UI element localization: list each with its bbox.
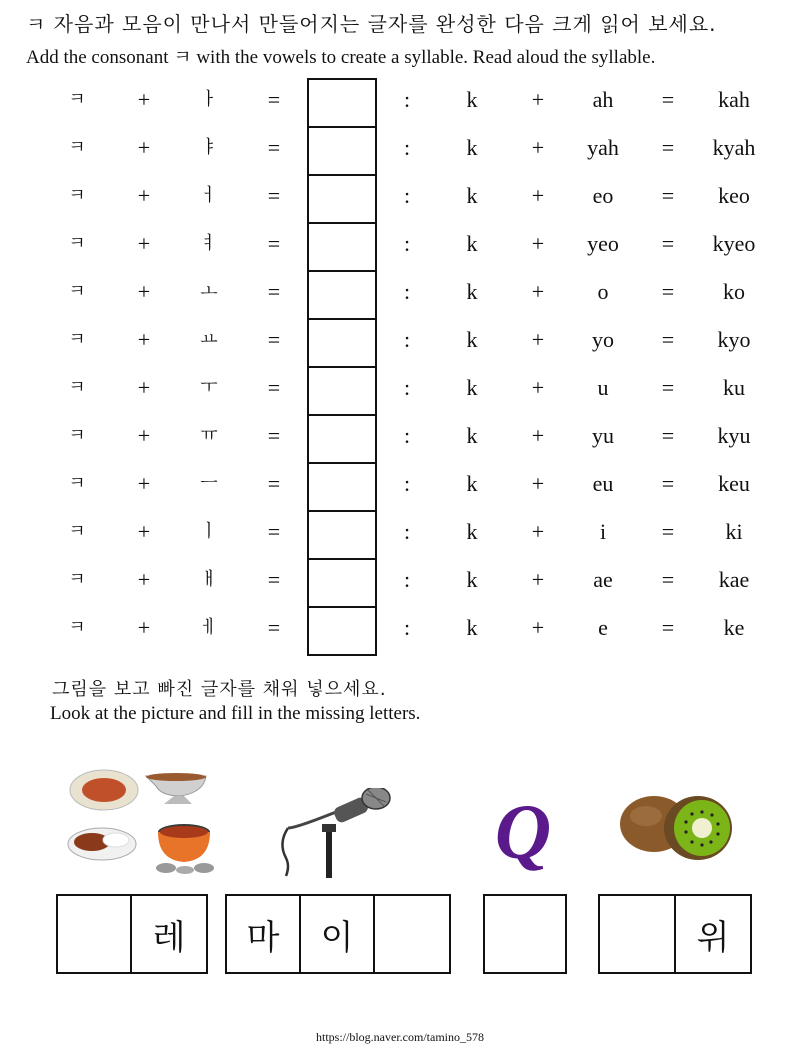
microphone-icon (276, 788, 396, 880)
syllable-row (0, 270, 800, 318)
equals-sign: = (267, 615, 281, 640)
roman-consonant: k (466, 423, 478, 448)
vowel-letter: ㅜ (200, 377, 218, 398)
answer-cell[interactable] (375, 896, 449, 972)
roman-consonant: k (466, 135, 478, 160)
plus-sign: + (531, 87, 545, 112)
syllable-row (0, 366, 800, 414)
answer-boxes-q (483, 894, 567, 974)
syllable-row (0, 606, 800, 654)
answer-box[interactable] (307, 414, 377, 462)
answer-box[interactable] (307, 222, 377, 270)
syllable-row (0, 222, 800, 270)
fill-in-instruction-english: Look at the picture and fill in the missing letters. (50, 703, 421, 724)
roman-vowel: i (599, 519, 607, 544)
roman-vowel: e (598, 615, 608, 640)
equals-sign: = (267, 183, 281, 208)
equals-sign: = (661, 279, 675, 304)
roman-vowel: yo (592, 327, 614, 352)
answer-box[interactable] (307, 366, 377, 414)
roman-vowel: o (597, 279, 609, 304)
fill-in-instruction-korean: 그림을 보고 빠진 글자를 채워 넣으세요. (52, 679, 387, 700)
consonant-letter: ㅋ (68, 569, 86, 590)
footer-url: https://blog.naver.com/tamino_578 (316, 1030, 484, 1044)
roman-result: keo (718, 183, 750, 208)
plus-sign: + (531, 375, 545, 400)
roman-consonant: k (466, 615, 478, 640)
roman-consonant: k (466, 327, 478, 352)
answer-cell[interactable] (485, 896, 565, 972)
answer-box[interactable] (307, 174, 377, 222)
answer-cell: 레 (152, 917, 186, 958)
plus-sign: + (137, 87, 151, 112)
roman-result: kah (718, 87, 750, 112)
colon-separator: : (403, 327, 411, 352)
roman-consonant: k (466, 519, 478, 544)
equals-sign: = (267, 519, 281, 544)
vowel-letter: ㅓ (200, 185, 218, 206)
syllable-row (0, 78, 800, 126)
consonant-letter: ㅋ (68, 473, 86, 494)
vowel-letter: ㅐ (200, 569, 218, 590)
syllable-row (0, 174, 800, 222)
equals-sign: = (661, 231, 675, 256)
syllable-row (0, 318, 800, 366)
roman-result: ke (723, 615, 745, 640)
equals-sign: = (661, 327, 675, 352)
plus-sign: + (137, 279, 151, 304)
roman-result: ku (723, 375, 745, 400)
consonant-letter: ㅋ (68, 89, 86, 110)
vowel-letter: ㅏ (200, 89, 218, 110)
roman-result: kyo (717, 327, 751, 352)
roman-result: ko (723, 279, 745, 304)
equals-sign: = (267, 87, 281, 112)
equals-sign: = (267, 231, 281, 256)
plus-sign: + (531, 423, 545, 448)
vowel-letter: ㅠ (200, 425, 218, 446)
plus-sign: + (531, 135, 545, 160)
vowel-letter: ㅕ (200, 233, 218, 254)
plus-sign: + (531, 567, 545, 592)
answer-boxes-microphone (225, 894, 451, 974)
colon-separator: : (403, 375, 411, 400)
plus-sign: + (137, 519, 151, 544)
roman-consonant: k (466, 375, 478, 400)
roman-vowel: yeo (587, 231, 619, 256)
plus-sign: + (137, 615, 151, 640)
consonant-letter: ㅋ (68, 377, 86, 398)
roman-vowel: ah (592, 87, 614, 112)
equals-sign: = (661, 375, 675, 400)
syllable-row (0, 558, 800, 606)
answer-boxes-kiwi (598, 894, 752, 974)
equals-sign: = (267, 471, 281, 496)
equals-sign: = (267, 327, 281, 352)
instruction-english: Add the consonant ㅋ with the vowels to create a syllable. Read aloud the syllable. (26, 47, 656, 68)
consonant-letter: ㅋ (68, 617, 86, 638)
roman-result: kyu (717, 423, 751, 448)
equals-sign: = (267, 135, 281, 160)
colon-separator: : (403, 87, 411, 112)
vowel-letter: ㅡ (200, 473, 218, 494)
answer-box[interactable] (307, 462, 377, 510)
instruction-korean: ㅋ 자음과 모음이 만나서 만들어지는 글자를 완성한 다음 크게 읽어 보세요. (26, 12, 717, 36)
plus-sign: + (137, 183, 151, 208)
vowel-letter: ㅑ (200, 137, 218, 158)
equals-sign: = (661, 183, 675, 208)
equals-sign: = (661, 423, 675, 448)
plus-sign: + (531, 519, 545, 544)
answer-cell: 위 (696, 917, 730, 958)
roman-result: kyah (712, 135, 756, 160)
consonant-letter: ㅋ (68, 329, 86, 350)
plus-sign: + (137, 231, 151, 256)
roman-consonant: k (466, 279, 478, 304)
answer-box[interactable] (307, 510, 377, 558)
answer-boxes-curry (56, 894, 208, 974)
equals-sign: = (661, 567, 675, 592)
vowel-letter: ㅗ (200, 281, 218, 302)
plus-sign: + (531, 471, 545, 496)
kiwi-icon (614, 784, 740, 864)
consonant-letter: ㅋ (68, 425, 86, 446)
equals-sign: = (661, 615, 675, 640)
answer-cell: 마 (227, 896, 301, 972)
plus-sign: + (137, 135, 151, 160)
equals-sign: = (661, 519, 675, 544)
equals-sign: = (267, 279, 281, 304)
roman-consonant: k (466, 183, 478, 208)
curry-dishes-icon (66, 768, 226, 876)
plus-sign: + (531, 615, 545, 640)
plus-sign: + (137, 567, 151, 592)
plus-sign: + (531, 183, 545, 208)
roman-vowel: yu (592, 423, 614, 448)
colon-separator: : (403, 423, 411, 448)
vowel-letter: ㅣ (200, 521, 218, 542)
roman-consonant: k (466, 471, 478, 496)
roman-result: keu (718, 471, 750, 496)
colon-separator: : (403, 519, 411, 544)
syllable-row (0, 510, 800, 558)
colon-separator: : (403, 135, 411, 160)
consonant-letter: ㅋ (68, 185, 86, 206)
syllable-row (0, 414, 800, 462)
colon-separator: : (403, 279, 411, 304)
roman-vowel: yah (587, 135, 619, 160)
answer-cell: 이 (301, 896, 375, 972)
roman-consonant: k (466, 231, 478, 256)
consonant-letter: ㅋ (68, 281, 86, 302)
plus-sign: + (137, 423, 151, 448)
equals-sign: = (267, 567, 281, 592)
syllable-row (0, 126, 800, 174)
answer-box[interactable] (307, 270, 377, 318)
letter-q-icon: Q (494, 788, 552, 875)
answer-box[interactable] (307, 558, 377, 606)
colon-separator: : (403, 471, 411, 496)
equals-sign: = (661, 471, 675, 496)
consonant-letter: ㅋ (68, 137, 86, 158)
answer-cell[interactable] (600, 896, 676, 972)
colon-separator: : (403, 615, 411, 640)
answer-box[interactable] (307, 606, 377, 656)
plus-sign: + (137, 471, 151, 496)
plus-sign: + (137, 327, 151, 352)
colon-separator: : (403, 231, 411, 256)
equals-sign: = (267, 423, 281, 448)
roman-result: kyeo (712, 231, 756, 256)
roman-vowel: u (597, 375, 609, 400)
answer-box[interactable] (307, 318, 377, 366)
answer-box[interactable] (307, 78, 377, 126)
roman-result: kae (718, 567, 750, 592)
answer-cell[interactable] (58, 896, 132, 972)
colon-separator: : (403, 567, 411, 592)
consonant-letter: ㅋ (68, 521, 86, 542)
syllable-row (0, 462, 800, 510)
colon-separator: : (403, 183, 411, 208)
plus-sign: + (531, 279, 545, 304)
roman-consonant: k (466, 567, 478, 592)
plus-sign: + (531, 327, 545, 352)
roman-result: ki (725, 519, 743, 544)
plus-sign: + (531, 231, 545, 256)
roman-vowel: eu (592, 471, 614, 496)
vowel-letter: ㅔ (200, 617, 218, 638)
roman-vowel: ae (593, 567, 613, 592)
roman-vowel: eo (592, 183, 614, 208)
vowel-letter: ㅛ (200, 329, 218, 350)
equals-sign: = (661, 87, 675, 112)
equals-sign: = (267, 375, 281, 400)
roman-consonant: k (466, 87, 478, 112)
answer-box[interactable] (307, 126, 377, 174)
plus-sign: + (137, 375, 151, 400)
consonant-letter: ㅋ (68, 233, 86, 254)
equals-sign: = (661, 135, 675, 160)
